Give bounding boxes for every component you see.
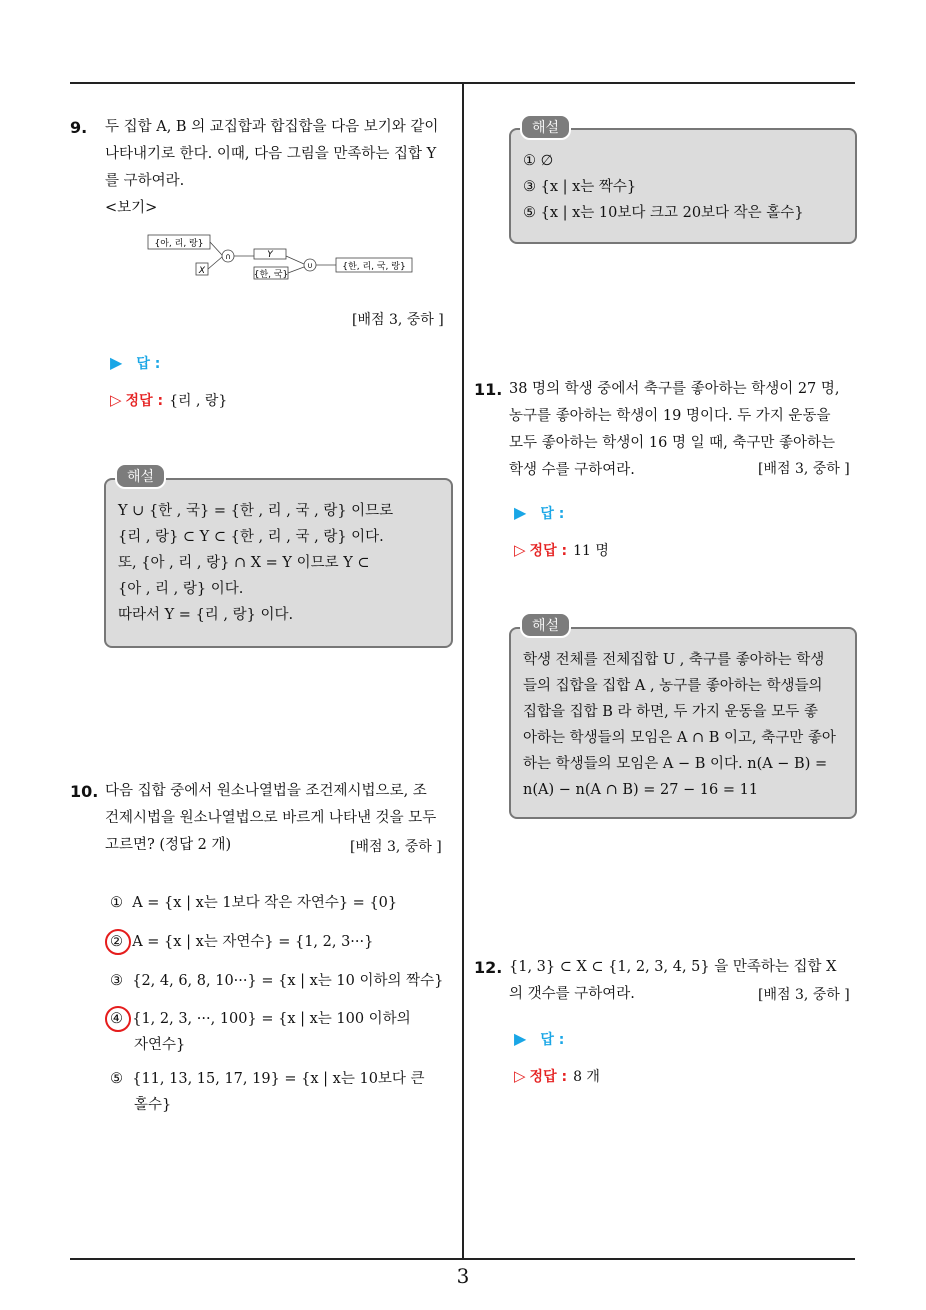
answer-label: 답 : bbox=[540, 1032, 565, 1048]
solution-text bbox=[523, 647, 845, 803]
solution-line: 아하는 학생들의 모임은 A ∩ B 이고, 축구만 좋아 bbox=[523, 730, 836, 746]
solution-line: 들의 집합을 집합 A , 농구를 좋아하는 학생들의 bbox=[523, 678, 823, 694]
solution-line: 학생 전체를 전체집합 U , 축구를 좋아하는 학생 bbox=[523, 652, 825, 668]
question-10-solution-box bbox=[509, 128, 857, 244]
example-label: <보기> bbox=[105, 200, 158, 216]
solution-line: 따라서 Y = {리 , 랑} 이다. bbox=[118, 607, 294, 623]
question-line: 다음 집합 중에서 원소나열법을 조건제시법으로, 조 bbox=[105, 783, 427, 799]
solution-tag: 해설 bbox=[520, 114, 571, 140]
solution-tag: 해설 bbox=[115, 463, 166, 489]
question-12-correct-row bbox=[514, 1066, 600, 1086]
set-operation-diagram bbox=[146, 231, 416, 281]
question-line: 나타내기로 한다. 이때, 다음 그림을 만족하는 집합 Y bbox=[105, 146, 437, 162]
option-5[interactable] bbox=[110, 1066, 425, 1118]
option-text: {1, 2, 3, ···, 100} = {x | x는 100 이하의 bbox=[132, 1011, 411, 1027]
question-9-text bbox=[105, 114, 455, 222]
diagram-x-label: X bbox=[198, 266, 206, 276]
option-mark: ④ bbox=[110, 1011, 123, 1027]
solution-line: ⑤ {x | x는 10보다 크고 20보다 작은 홀수} bbox=[523, 205, 804, 221]
correct-label: 정답 : bbox=[125, 393, 164, 409]
question-line: 의 갯수를 구하여라. bbox=[509, 986, 635, 1002]
solution-line: 하는 학생들의 모임은 A − B 이다. n(A − B) = bbox=[523, 756, 828, 772]
diagram-set1: {아, 리, 랑} bbox=[154, 239, 204, 249]
question-9-solution-box bbox=[104, 478, 453, 648]
outline-triangle-icon: ▷ bbox=[514, 541, 526, 559]
solution-line: 집합을 집합 B 라 하면, 두 가지 운동을 모두 좋 bbox=[523, 704, 818, 720]
question-line: 고르면? (정답 2 개) bbox=[105, 837, 232, 853]
option-text: A = {x | x는 1보다 작은 자연수} = {0} bbox=[132, 895, 398, 911]
option-2[interactable] bbox=[110, 929, 373, 955]
question-line: 38 명의 학생 중에서 축구를 좋아하는 학생이 27 명, bbox=[509, 381, 840, 397]
diagram-result: {한, 리, 국, 랑} bbox=[342, 262, 406, 272]
outline-triangle-icon: ▷ bbox=[514, 1067, 526, 1085]
question-11-score: [배점 3, 중하 ] bbox=[758, 461, 850, 477]
bottom-rule bbox=[70, 1258, 855, 1260]
option-mark: ⑤ bbox=[110, 1071, 123, 1087]
question-line: 두 집합 A, B 의 교집합과 합집합을 다음 보기와 같이 bbox=[105, 119, 439, 135]
solution-line: {아 , 리 , 랑} 이다. bbox=[118, 581, 244, 597]
option-text-cont: 홀수} bbox=[134, 1097, 172, 1113]
option-text: {2, 4, 6, 8, 10···} = {x | x는 10 이하의 짝수} bbox=[132, 973, 444, 989]
solution-line: n(A) − n(A ∩ B) = 27 − 16 = 11 bbox=[523, 782, 759, 798]
outline-triangle-icon: ▷ bbox=[110, 391, 122, 409]
option-mark: ② bbox=[110, 934, 123, 950]
solution-line: Y ∪ {한 , 국} = {한 , 리 , 국 , 랑} 이므로 bbox=[118, 503, 394, 519]
question-11-number: 11. bbox=[474, 380, 503, 399]
solution-text bbox=[523, 148, 843, 226]
solution-line: ① ∅ bbox=[523, 153, 554, 169]
option-3[interactable] bbox=[110, 968, 443, 994]
diagram-cup-symbol: ∪ bbox=[307, 261, 313, 270]
question-line: 농구를 좋아하는 학생이 19 명이다. 두 가지 운동을 bbox=[509, 408, 831, 424]
option-text-cont: 자연수} bbox=[134, 1037, 186, 1053]
question-11-answer-row bbox=[514, 503, 564, 523]
question-12-answer-row bbox=[514, 1029, 564, 1049]
question-12-score: [배점 3, 중하 ] bbox=[758, 987, 850, 1003]
option-1[interactable] bbox=[110, 890, 397, 916]
question-10-number: 10. bbox=[70, 782, 99, 801]
solution-line: {리 , 랑} ⊂ Y ⊂ {한 , 리 , 국 , 랑} 이다. bbox=[118, 529, 384, 545]
question-10-score: [배점 3, 중하 ] bbox=[350, 839, 442, 855]
diagram-set2: {한, 국} bbox=[253, 270, 289, 280]
column-divider bbox=[462, 83, 464, 1260]
solution-text bbox=[118, 498, 441, 628]
correct-label: 정답 : bbox=[529, 543, 568, 559]
play-triangle-icon: ▶ bbox=[514, 1029, 527, 1048]
solution-line: ③ {x | x는 짝수} bbox=[523, 179, 637, 195]
question-9-answer-row bbox=[110, 353, 160, 373]
question-11-solution-box bbox=[509, 627, 857, 819]
question-line: 학생 수를 구하여라. bbox=[509, 462, 635, 478]
play-triangle-icon: ▶ bbox=[514, 503, 527, 522]
option-mark: ① bbox=[110, 895, 123, 911]
option-mark: ③ bbox=[110, 973, 123, 989]
question-9-number: 9. bbox=[70, 118, 88, 137]
correct-label: 정답 : bbox=[529, 1069, 568, 1085]
answer-label: 답 : bbox=[540, 506, 565, 522]
question-12-number: 12. bbox=[474, 958, 503, 977]
question-line: 건제시법을 원소나열법으로 바르게 나타낸 것을 모두 bbox=[105, 810, 437, 826]
diagram-y-label: Y bbox=[267, 250, 273, 260]
play-triangle-icon: ▶ bbox=[110, 353, 123, 372]
option-4[interactable] bbox=[110, 1006, 411, 1058]
correct-value: {리 , 랑} bbox=[169, 393, 228, 409]
question-line: 를 구하여라. bbox=[105, 173, 185, 189]
solution-line: 또, {아 , 리 , 랑} ∩ X = Y 이므로 Y ⊂ bbox=[118, 555, 370, 571]
option-text: {11, 13, 15, 17, 19} = {x | x는 10보다 큰 bbox=[132, 1071, 425, 1087]
solution-tag: 해설 bbox=[520, 612, 571, 638]
question-11-correct-row bbox=[514, 540, 609, 560]
question-line: {1, 3} ⊂ X ⊂ {1, 2, 3, 4, 5} 을 만족하는 집합 X bbox=[509, 959, 837, 975]
correct-value: 11 명 bbox=[573, 543, 609, 559]
answer-label: 답 : bbox=[136, 356, 161, 372]
page-number: 3 bbox=[456, 1264, 470, 1288]
question-line: 모두 좋아하는 학생이 16 명 일 때, 축구만 좋아하는 bbox=[509, 435, 836, 451]
option-text: A = {x | x는 자연수} = {1, 2, 3···} bbox=[132, 934, 374, 950]
diagram-cap-symbol: ∩ bbox=[225, 252, 231, 261]
question-9-correct-row bbox=[110, 390, 227, 410]
question-9-score: [배점 3, 중하 ] bbox=[352, 312, 444, 328]
correct-value: 8 개 bbox=[573, 1069, 600, 1085]
